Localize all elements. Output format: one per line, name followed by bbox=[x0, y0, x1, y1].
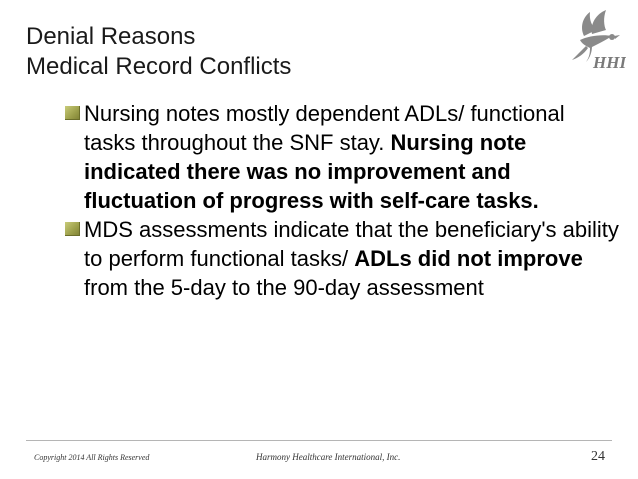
slide-title-line-2: Medical Record Conflicts bbox=[26, 53, 292, 80]
logo-text: HHI bbox=[593, 53, 626, 72]
bullet-1-bold-text: Nursing note indicated there was no improvement and fluctuation of progress with self-care tasks. bbox=[84, 130, 539, 213]
bullet-2-plain-text-after: from the 5-day to the 90-day assessment bbox=[84, 275, 484, 300]
footer-company-name: Harmony Healthcare International, Inc. bbox=[256, 452, 401, 462]
bullet-2-bold-text: ADLs did not improve bbox=[354, 246, 583, 271]
bullet-1-plain-text: Nursing notes mostly dependent ADLs/ functional tasks throughout the SNF stay. bbox=[84, 101, 565, 155]
bullet-item-2 bbox=[62, 215, 622, 302]
bullet-text-2 bbox=[84, 215, 622, 302]
bullet-list bbox=[62, 99, 622, 302]
footer-copyright: Copyright 2014 All Rights Reserved bbox=[34, 453, 150, 462]
dove-logo-icon bbox=[562, 6, 626, 72]
footer-divider bbox=[26, 440, 612, 441]
slide-title-line-1: Denial Reasons bbox=[26, 23, 196, 50]
square-bullet-icon bbox=[65, 222, 80, 236]
bullet-item-1 bbox=[62, 99, 622, 215]
bullet-2-plain-text-before: MDS assessments indicate that the beneficiary's ability to perform functional tasks/ bbox=[84, 217, 619, 271]
square-bullet-icon bbox=[65, 106, 80, 120]
page-number: 24 bbox=[591, 449, 605, 464]
bullet-text-1 bbox=[84, 99, 622, 215]
slide-title bbox=[26, 22, 291, 82]
company-logo bbox=[562, 6, 626, 72]
